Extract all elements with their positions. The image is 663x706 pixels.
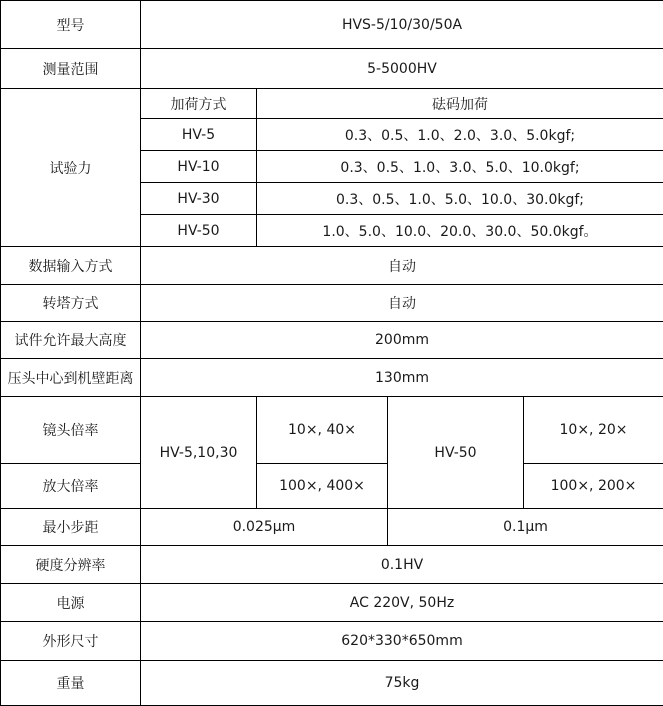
range-label: 测量范围 bbox=[1, 49, 141, 89]
load-method-key: 加荷方式 bbox=[141, 89, 257, 119]
magnification-group-a-value: 100×, 400× bbox=[257, 464, 388, 509]
row-weight bbox=[1, 661, 663, 706]
min-step-label: 最小步距 bbox=[1, 509, 141, 546]
lens-group-b-value: 10×, 20× bbox=[524, 397, 663, 464]
max-height-label: 试件允许最大高度 bbox=[1, 322, 141, 359]
row-model bbox=[1, 1, 663, 49]
load-method-value: 砝码加荷 bbox=[257, 89, 663, 119]
test-force-label: 试验力 bbox=[1, 89, 141, 247]
row-dimensions bbox=[1, 622, 663, 661]
row-throat bbox=[1, 359, 663, 397]
lens-group-a: HV-5,10,30 bbox=[141, 397, 257, 509]
weight-label: 重量 bbox=[1, 661, 141, 706]
row-min-step bbox=[1, 509, 663, 546]
force-hv5-key: HV-5 bbox=[141, 119, 257, 151]
power-label: 电源 bbox=[1, 584, 141, 622]
throat-label: 压头中心到机壁距离 bbox=[1, 359, 141, 397]
force-hv5-value: 0.3、0.5、1.0、2.0、3.0、5.0kgf; bbox=[257, 119, 663, 151]
model-value: HVS-5/10/30/50A bbox=[141, 1, 663, 49]
row-load-method bbox=[1, 89, 663, 119]
row-magnification bbox=[1, 464, 663, 509]
force-hv50-value: 1.0、5.0、10.0、20.0、30.0、50.0kgf。 bbox=[257, 215, 663, 247]
row-max-height bbox=[1, 322, 663, 359]
min-step-value-b: 0.1μm bbox=[388, 509, 663, 546]
data-input-label: 数据输入方式 bbox=[1, 247, 141, 285]
lens-group-b: HV-50 bbox=[388, 397, 524, 509]
row-power bbox=[1, 584, 663, 622]
weight-value: 75kg bbox=[141, 661, 663, 706]
resolution-label: 硬度分辨率 bbox=[1, 546, 141, 584]
turret-label: 转塔方式 bbox=[1, 285, 141, 322]
model-label: 型号 bbox=[1, 1, 141, 49]
power-value: AC 220V, 50Hz bbox=[141, 584, 663, 622]
max-height-value: 200mm bbox=[141, 322, 663, 359]
throat-value: 130mm bbox=[141, 359, 663, 397]
row-range bbox=[1, 49, 663, 89]
force-hv30-value: 0.3、0.5、1.0、5.0、10.0、30.0kgf; bbox=[257, 183, 663, 215]
lens-label: 镜头倍率 bbox=[1, 397, 141, 464]
force-hv10-key: HV-10 bbox=[141, 151, 257, 183]
lens-group-a-value: 10×, 40× bbox=[257, 397, 388, 464]
resolution-value: 0.1HV bbox=[141, 546, 663, 584]
force-hv10-value: 0.3、0.5、1.0、3.0、5.0、10.0kgf; bbox=[257, 151, 663, 183]
row-resolution bbox=[1, 546, 663, 584]
magnification-group-b-value: 100×, 200× bbox=[524, 464, 663, 509]
row-lens bbox=[1, 397, 663, 464]
row-turret bbox=[1, 285, 663, 322]
turret-value: 自动 bbox=[141, 285, 663, 322]
range-value: 5-5000HV bbox=[141, 49, 663, 89]
magnification-label: 放大倍率 bbox=[1, 464, 141, 509]
force-hv50-key: HV-50 bbox=[141, 215, 257, 247]
min-step-value-a: 0.025μm bbox=[141, 509, 388, 546]
force-hv30-key: HV-30 bbox=[141, 183, 257, 215]
dimensions-value: 620*330*650mm bbox=[141, 622, 663, 661]
row-data-input bbox=[1, 247, 663, 285]
dimensions-label: 外形尺寸 bbox=[1, 622, 141, 661]
data-input-value: 自动 bbox=[141, 247, 663, 285]
